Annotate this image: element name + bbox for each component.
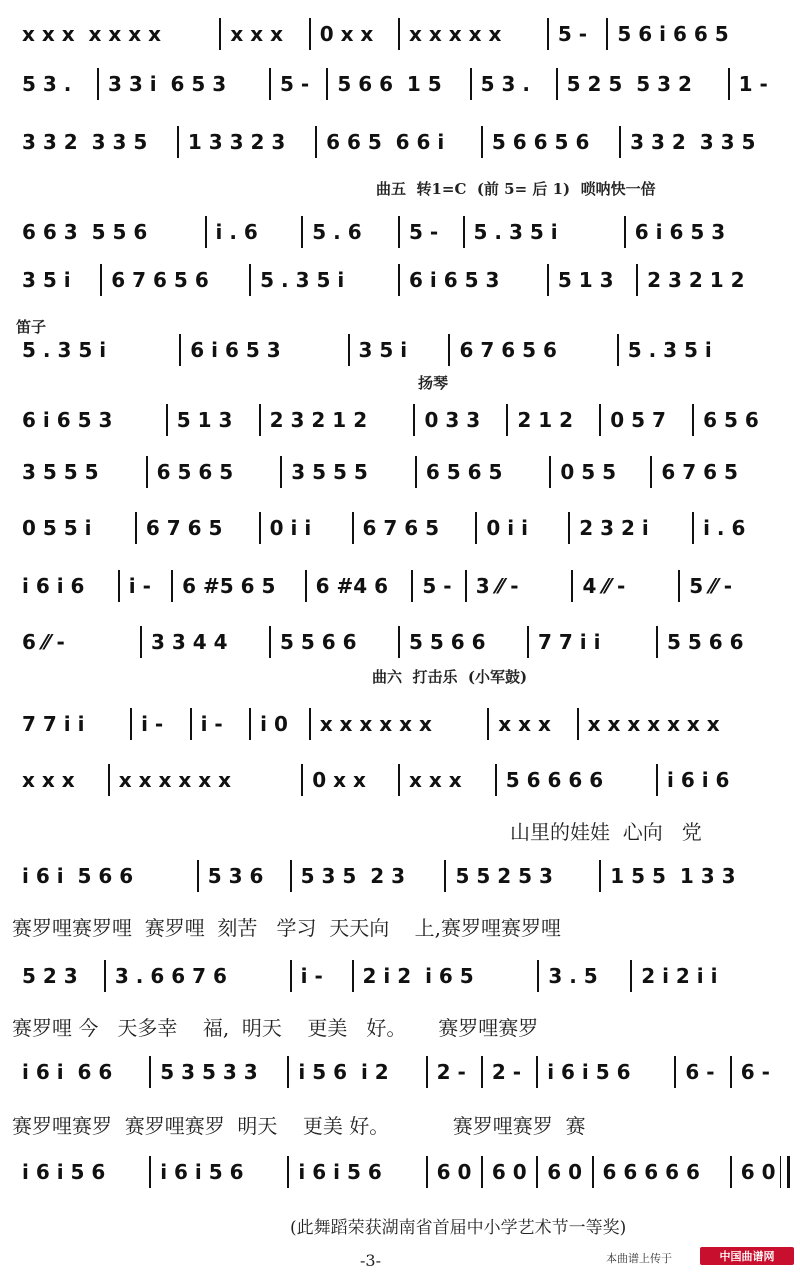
measure-notes: 5 1 3 bbox=[557, 268, 614, 292]
measure bbox=[550, 452, 651, 492]
measure bbox=[12, 64, 98, 104]
measure-notes: x x x x x x bbox=[319, 712, 432, 736]
measure bbox=[119, 566, 172, 606]
measure-notes: i 6 i 5 6 bbox=[160, 1160, 244, 1184]
measure-notes: 5 - bbox=[409, 220, 439, 244]
measure-notes: 5 5 2 5 3 bbox=[455, 864, 553, 888]
staff-row bbox=[12, 622, 786, 662]
measure bbox=[180, 330, 348, 370]
staff-row bbox=[12, 14, 786, 54]
measure-notes: 7 7 i i bbox=[22, 712, 85, 736]
measure-notes: 3 . 6 6 7 6 bbox=[114, 964, 227, 988]
measure-notes: 5 5 6 6 bbox=[667, 630, 744, 654]
measure bbox=[657, 760, 786, 800]
measure bbox=[310, 704, 489, 744]
measure-notes: 6 - bbox=[685, 1060, 715, 1084]
measure-notes: x x x x x x x bbox=[22, 22, 162, 46]
measure-notes: 3 . 5 bbox=[548, 964, 598, 988]
measure bbox=[507, 400, 600, 440]
measure-notes: 2 3 2 1 2 bbox=[269, 408, 368, 432]
measure bbox=[416, 452, 551, 492]
measure-notes: 2 1 2 bbox=[517, 408, 574, 432]
measure-notes: 2 3 2 1 2 bbox=[647, 268, 745, 292]
measure bbox=[316, 122, 482, 162]
measure-notes: 6 i 6 5 3 bbox=[634, 220, 726, 244]
measure bbox=[445, 856, 600, 896]
measure bbox=[250, 260, 399, 300]
measure bbox=[281, 452, 416, 492]
measure bbox=[167, 400, 260, 440]
measure-notes: x x x x x x x bbox=[587, 712, 720, 736]
measure-notes: 6 5 6 bbox=[703, 408, 759, 432]
measure bbox=[12, 452, 147, 492]
measure-notes: 5 3 5 3 3 bbox=[160, 1060, 258, 1084]
staff-row bbox=[12, 566, 786, 606]
measure-notes: i 6 i 5 6 6 bbox=[22, 864, 134, 888]
measure-notes: i 6 i 6 bbox=[22, 574, 85, 598]
measure bbox=[607, 14, 786, 54]
staff-row bbox=[12, 64, 786, 104]
measure-notes: 6 i 6 5 3 bbox=[190, 338, 281, 362]
measure bbox=[414, 400, 507, 440]
measure bbox=[109, 760, 303, 800]
staff-row bbox=[12, 856, 786, 896]
measure-notes: 5 . 3 5 i bbox=[260, 268, 345, 292]
measure-notes: 5 3 . bbox=[22, 72, 72, 96]
measure-notes: 0 x x bbox=[312, 768, 366, 792]
measure bbox=[291, 956, 353, 996]
staff-row bbox=[12, 1052, 786, 1092]
measure bbox=[12, 760, 109, 800]
measure bbox=[399, 260, 548, 300]
measure-notes: 5 ⁄⁄ - bbox=[689, 574, 733, 598]
measure-notes: 3 3 4 4 bbox=[151, 630, 228, 654]
measure bbox=[600, 856, 786, 896]
measure bbox=[620, 122, 786, 162]
measure bbox=[206, 212, 303, 252]
measure-notes: 6 6 6 6 6 bbox=[602, 1160, 700, 1184]
staff-row bbox=[12, 508, 786, 548]
measure bbox=[288, 1052, 426, 1092]
measure bbox=[327, 64, 470, 104]
measure-notes: 5 3 6 bbox=[207, 864, 264, 888]
measure bbox=[657, 622, 786, 662]
measure-notes: 6 6 5 6 6 i bbox=[326, 130, 445, 154]
award-note: (此舞蹈荣获湖南省首届中小学艺术节一等奖) bbox=[290, 1218, 627, 1238]
measure-notes: 0 5 5 i bbox=[22, 516, 92, 540]
page-number: -3- bbox=[360, 1251, 381, 1270]
measure-notes: i 6 i 5 6 bbox=[298, 1160, 382, 1184]
measure bbox=[12, 1152, 150, 1192]
measure bbox=[618, 330, 786, 370]
measure bbox=[593, 1152, 731, 1192]
staff-row bbox=[12, 122, 786, 162]
lyric-line-2: 赛罗哩赛罗哩 赛罗哩 刻苦 学习 天天向 上,赛罗哩赛罗哩 bbox=[12, 916, 562, 940]
staff-row bbox=[12, 704, 786, 744]
measure bbox=[310, 14, 399, 54]
measure-notes: 6 #4 6 bbox=[315, 574, 389, 598]
staff-row bbox=[12, 330, 786, 370]
measure-notes: 3 5 5 5 bbox=[291, 460, 368, 484]
measure bbox=[302, 760, 399, 800]
staff-row bbox=[12, 400, 786, 440]
measure-notes: x x x bbox=[409, 768, 462, 792]
measure-notes: 3 5 i bbox=[22, 268, 71, 292]
measure bbox=[399, 14, 548, 54]
measure bbox=[427, 1152, 482, 1192]
measure-notes: 6 #5 6 5 bbox=[182, 574, 276, 598]
measure bbox=[353, 956, 539, 996]
measure bbox=[528, 622, 657, 662]
measure bbox=[675, 1052, 730, 1092]
measure-notes: i - bbox=[200, 712, 223, 736]
measure-notes: 6 i 6 5 3 bbox=[22, 408, 113, 432]
measure-notes: 0 x x bbox=[319, 22, 374, 46]
measure-notes: 2 i 2 i i bbox=[641, 964, 718, 988]
final-barline bbox=[780, 1156, 790, 1188]
measure-notes: 6 7 6 5 6 bbox=[459, 338, 557, 362]
measure bbox=[731, 1152, 786, 1192]
measure-notes: i 0 bbox=[260, 712, 288, 736]
measure-notes: 0 i i bbox=[486, 516, 528, 540]
measure-notes: 5 6 i 6 6 5 bbox=[617, 22, 729, 46]
measure-notes: 5 5 6 6 bbox=[409, 630, 486, 654]
measure-notes: i - bbox=[300, 964, 323, 988]
measure-notes: 6 i 6 5 3 bbox=[409, 268, 500, 292]
section-label-qu6: 曲六 打击乐 (小军鼓) bbox=[372, 668, 528, 686]
measure-notes: 6 - bbox=[740, 1060, 770, 1084]
measure bbox=[427, 1052, 482, 1092]
measure bbox=[537, 1052, 675, 1092]
measure bbox=[569, 508, 693, 548]
measure bbox=[12, 400, 167, 440]
watermark-logo-icon: 中国曲谱网 bbox=[700, 1247, 794, 1265]
measure bbox=[651, 452, 786, 492]
measure-notes: 0 3 3 bbox=[424, 408, 481, 432]
measure-notes: 2 3 2 i bbox=[579, 516, 649, 540]
measure-notes: 4 ⁄⁄ - bbox=[582, 574, 626, 598]
measure-notes: 6 7 6 5 bbox=[145, 516, 223, 540]
measure-notes: 5 5 6 6 bbox=[280, 630, 357, 654]
measure-notes: 5 - bbox=[422, 574, 452, 598]
measure-notes: 5 2 3 bbox=[22, 964, 78, 988]
measure-notes: i - bbox=[141, 712, 164, 736]
instrument-label-yangqin: 扬琴 bbox=[418, 374, 449, 392]
measure-notes: 6 7 6 5 6 bbox=[111, 268, 209, 292]
staff-row bbox=[12, 956, 786, 996]
measure-notes: i 6 i 5 6 bbox=[547, 1060, 631, 1084]
measure-notes: 3 3 2 3 3 5 bbox=[22, 130, 148, 154]
measure bbox=[464, 212, 625, 252]
measure-notes: 5 2 5 5 3 2 bbox=[566, 72, 692, 96]
measure bbox=[12, 212, 206, 252]
measure bbox=[399, 622, 528, 662]
measure-notes: 3 5 i bbox=[358, 338, 408, 362]
measure bbox=[306, 566, 413, 606]
lyric-line-1: 山里的娃娃 心向 党 bbox=[510, 820, 702, 844]
measure bbox=[548, 260, 637, 300]
measure bbox=[449, 330, 617, 370]
measure bbox=[412, 566, 465, 606]
measure-notes: x x x bbox=[230, 22, 284, 46]
measure bbox=[399, 212, 464, 252]
measure-notes: 2 - bbox=[436, 1060, 466, 1084]
measure bbox=[625, 212, 786, 252]
measure bbox=[260, 508, 353, 548]
measure bbox=[631, 956, 786, 996]
measure-notes: i . 6 bbox=[215, 220, 258, 244]
measure bbox=[496, 760, 657, 800]
measure bbox=[172, 566, 305, 606]
measure bbox=[141, 622, 270, 662]
measure-notes: 6 6 3 5 5 6 bbox=[22, 220, 148, 244]
measure-notes: 6 0 bbox=[547, 1160, 582, 1184]
measure bbox=[147, 452, 282, 492]
measure bbox=[12, 956, 105, 996]
measure bbox=[270, 64, 327, 104]
measure-notes: 1 3 3 2 3 bbox=[187, 130, 286, 154]
measure bbox=[12, 508, 136, 548]
measure-notes: 0 5 7 bbox=[610, 408, 666, 432]
measure bbox=[220, 14, 309, 54]
measure bbox=[349, 330, 450, 370]
measure bbox=[191, 704, 251, 744]
staff-row bbox=[12, 452, 786, 492]
measure bbox=[476, 508, 569, 548]
measure bbox=[482, 1152, 537, 1192]
measure-notes: 3 3 i 6 5 3 bbox=[108, 72, 227, 96]
staff-row bbox=[12, 760, 786, 800]
staff-row bbox=[12, 1152, 786, 1192]
measure-notes: 6 5 6 5 bbox=[425, 460, 503, 484]
measure-notes: i 6 i 6 bbox=[667, 768, 730, 792]
measure bbox=[600, 400, 693, 440]
measure bbox=[12, 704, 131, 744]
measure bbox=[471, 64, 557, 104]
measure-notes: 1 - bbox=[738, 72, 768, 96]
measure bbox=[12, 856, 198, 896]
measure-notes: 6 0 bbox=[740, 1160, 776, 1184]
measure-notes: 6 ⁄⁄ - bbox=[22, 630, 65, 654]
measure bbox=[150, 1152, 288, 1192]
measure bbox=[482, 1052, 537, 1092]
instrument-label-dizi: 笛子 bbox=[16, 318, 47, 336]
measure bbox=[482, 122, 620, 162]
measure-notes: x x x x x bbox=[409, 22, 502, 46]
measure-notes: 0 i i bbox=[269, 516, 312, 540]
measure-notes: 6 0 bbox=[491, 1160, 527, 1184]
measure bbox=[131, 704, 191, 744]
measure bbox=[537, 1152, 592, 1192]
measure bbox=[101, 260, 250, 300]
measure bbox=[198, 856, 291, 896]
measure bbox=[12, 14, 220, 54]
measure-notes: 5 . 3 5 i bbox=[22, 338, 107, 362]
measure-notes: 5 . 6 bbox=[312, 220, 362, 244]
measure bbox=[12, 1052, 150, 1092]
staff-row bbox=[12, 260, 786, 300]
measure-notes: 2 - bbox=[491, 1060, 522, 1084]
measure bbox=[488, 704, 577, 744]
measure-notes: 0 5 5 bbox=[560, 460, 617, 484]
measure bbox=[731, 1052, 786, 1092]
measure-notes: 5 6 6 1 5 bbox=[337, 72, 442, 96]
measure bbox=[150, 1052, 288, 1092]
measure-notes: i 6 i 5 6 bbox=[22, 1160, 106, 1184]
measure-notes: i 6 i 6 6 bbox=[22, 1060, 113, 1084]
measure bbox=[693, 508, 786, 548]
lyric-line-3: 赛罗哩 今 天多幸 福, 明天 更美 好。 赛罗哩赛罗 bbox=[12, 1016, 539, 1040]
measure bbox=[136, 508, 260, 548]
measure-notes: i . 6 bbox=[703, 516, 746, 540]
measure-notes: 1 5 5 1 3 3 bbox=[610, 864, 736, 888]
measure bbox=[548, 14, 608, 54]
measure-notes: 3 3 2 3 3 5 bbox=[630, 130, 756, 154]
measure bbox=[178, 122, 316, 162]
measure-notes: 5 6 6 5 6 bbox=[491, 130, 590, 154]
measure bbox=[466, 566, 573, 606]
measure bbox=[693, 400, 786, 440]
measure-notes: 7 7 i i bbox=[538, 630, 601, 654]
measure-notes: 6 5 6 5 bbox=[156, 460, 234, 484]
measure-notes: 3 ⁄⁄ - bbox=[475, 574, 519, 598]
measure bbox=[557, 64, 729, 104]
measure-notes: 5 3 . bbox=[480, 72, 531, 96]
section-label-qu5: 曲五 转1=C (前 5= 后 1) 唢呐快一倍 bbox=[376, 180, 656, 198]
measure bbox=[302, 212, 399, 252]
measure-notes: 6 0 bbox=[436, 1160, 472, 1184]
measure bbox=[12, 566, 119, 606]
measure-notes: x x x bbox=[22, 768, 75, 792]
measure bbox=[578, 704, 786, 744]
measure bbox=[679, 566, 786, 606]
watermark-text: 本曲谱上传于 bbox=[606, 1252, 672, 1265]
measure bbox=[399, 760, 496, 800]
measure bbox=[105, 956, 291, 996]
measure-notes: 6 7 6 5 bbox=[661, 460, 738, 484]
lyric-line-4: 赛罗哩赛罗 赛罗哩赛罗 明天 更美 好。 赛罗哩赛罗 赛 bbox=[12, 1114, 586, 1138]
measure bbox=[353, 508, 477, 548]
measure bbox=[288, 1152, 426, 1192]
measure bbox=[12, 122, 178, 162]
staff-row bbox=[12, 212, 786, 252]
measure bbox=[729, 64, 786, 104]
measure bbox=[12, 622, 141, 662]
measure bbox=[637, 260, 786, 300]
measure-notes: 5 - bbox=[280, 72, 310, 96]
measure-notes: x x x bbox=[498, 712, 551, 736]
measure bbox=[291, 856, 446, 896]
measure-notes: 5 - bbox=[557, 22, 588, 46]
measure-notes: 5 3 5 2 3 bbox=[300, 864, 406, 888]
measure bbox=[98, 64, 270, 104]
measure bbox=[12, 260, 101, 300]
measure-notes: i - bbox=[128, 574, 151, 598]
measure-notes: i 5 6 i 2 bbox=[298, 1060, 389, 1084]
measure-notes: 5 1 3 bbox=[176, 408, 233, 432]
measure bbox=[260, 400, 415, 440]
measure bbox=[270, 622, 399, 662]
measure-notes: 5 6 6 6 6 bbox=[505, 768, 604, 792]
measure-notes: 6 7 6 5 bbox=[362, 516, 440, 540]
measure-notes: 5 . 3 5 i bbox=[473, 220, 558, 244]
measure-notes: 2 i 2 i 6 5 bbox=[362, 964, 474, 988]
measure-notes: x x x x x x bbox=[118, 768, 231, 792]
measure-notes: 3 5 5 5 bbox=[22, 460, 99, 484]
measure bbox=[538, 956, 631, 996]
measure bbox=[250, 704, 310, 744]
measure-notes: 5 . 3 5 i bbox=[627, 338, 712, 362]
measure bbox=[572, 566, 679, 606]
